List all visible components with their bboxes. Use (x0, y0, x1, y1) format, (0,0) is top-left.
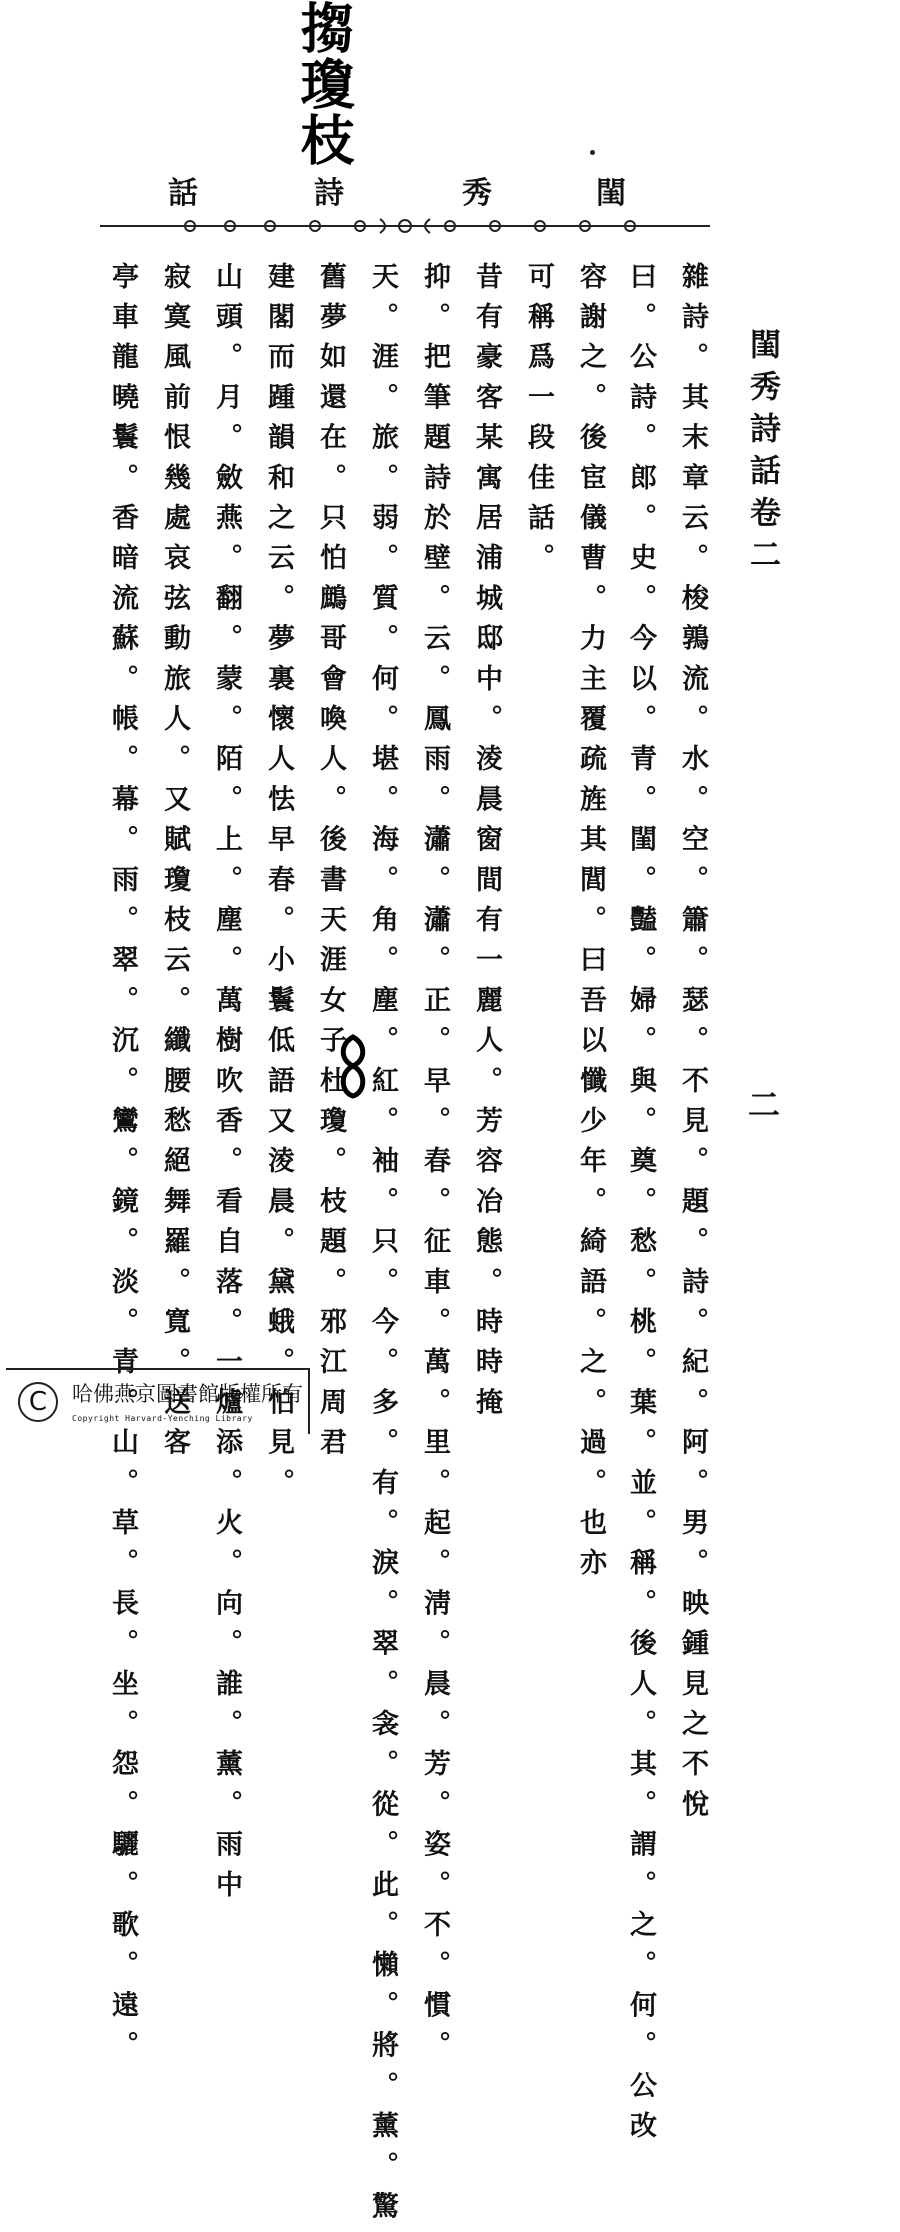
copyright-text-zh: 哈佛燕京圖書館版權所有 (72, 1382, 303, 1406)
text-column-8: 舊夢如還在。只怕鷓哥會喚人。後書天涯女子杜瓊。枝題。邪江周君 (315, 262, 346, 1468)
text-column-12: 亭車龍曉鬟。香暗流蘇。帳。幕。雨。翠。沉。鸞。鏡。淡。青。山。草。長。坐。怨。驪。歌。遠。 (107, 262, 138, 2071)
book-title-fragment: 搊瓊枝 (292, 0, 356, 168)
decorative-divider (100, 216, 710, 236)
heading-char-2: 秀 (462, 176, 492, 211)
heading-char-3: 詩 (314, 176, 344, 211)
text-column-6: 抑。把筆題詩於壁。云。鳳雨。瀟。瀟。正。早。春。征車。萬。里。起。淸。晨。芳。姿。不。慣。 (419, 262, 450, 2071)
ink-speck (590, 150, 595, 155)
text-column-11: 寂寞風前恨幾處哀弦動旅人。又賦瓊枝云。纖腰愁絕舞羅。寬。送客 (159, 262, 190, 1468)
copyright-text-en: Copyright Harvard-Yenching Library (72, 1414, 253, 1423)
running-title: 閨秀詩話卷二 (744, 328, 780, 580)
copyright-icon: C (18, 1382, 58, 1422)
text-column-10: 山頭。月。斂燕。翻。蒙。陌。上。塵。萬樹吹香。看自落。一爐添。火。向。誰。薰。雨中 (211, 262, 242, 1911)
ink-mark (338, 1032, 368, 1102)
text-column-1: 雜詩。其末章云。梭鶉流。水。空。簫。瑟。不見。題。詩。紀。阿。男。映鍾見之不悅 (677, 262, 708, 1830)
text-column-9: 建閣而踵韻和之云。夢裏懷人怯早春。小鬟低語又淩晨。黛蛾。怕見。 (263, 262, 294, 1509)
text-column-4: 可稱爲一段佳話。 (523, 262, 554, 584)
heading-char-4: 話 (168, 176, 198, 211)
text-column-3: 容謝之。後宦儀曹。力主覆疏旌其閭。曰吾以懺少年。綺語。之。過。也亦 (575, 262, 606, 1589)
page-number: 二 (748, 1086, 781, 1124)
copyright-notice (6, 1368, 310, 1434)
text-column-7: 天。涯。旅。弱。質。何。堪。海。角。塵。紅。袖。只。今。多。有。淚。翠。衾。從。此。懶。將。薰。驚 (367, 262, 398, 2232)
text-column-2: 曰。公詩。郎。史。今以。青。閨。豔。婦。與。奠。愁。桃。葉。並。稱。後人。其。謂。之。何。公改 (625, 262, 656, 2152)
text-column-5: 昔有豪客某寓居浦城邸中。淩晨窗間有一麗人。芳容冶態。時時掩 (471, 262, 502, 1428)
heading-char-1: 閨 (596, 176, 626, 211)
